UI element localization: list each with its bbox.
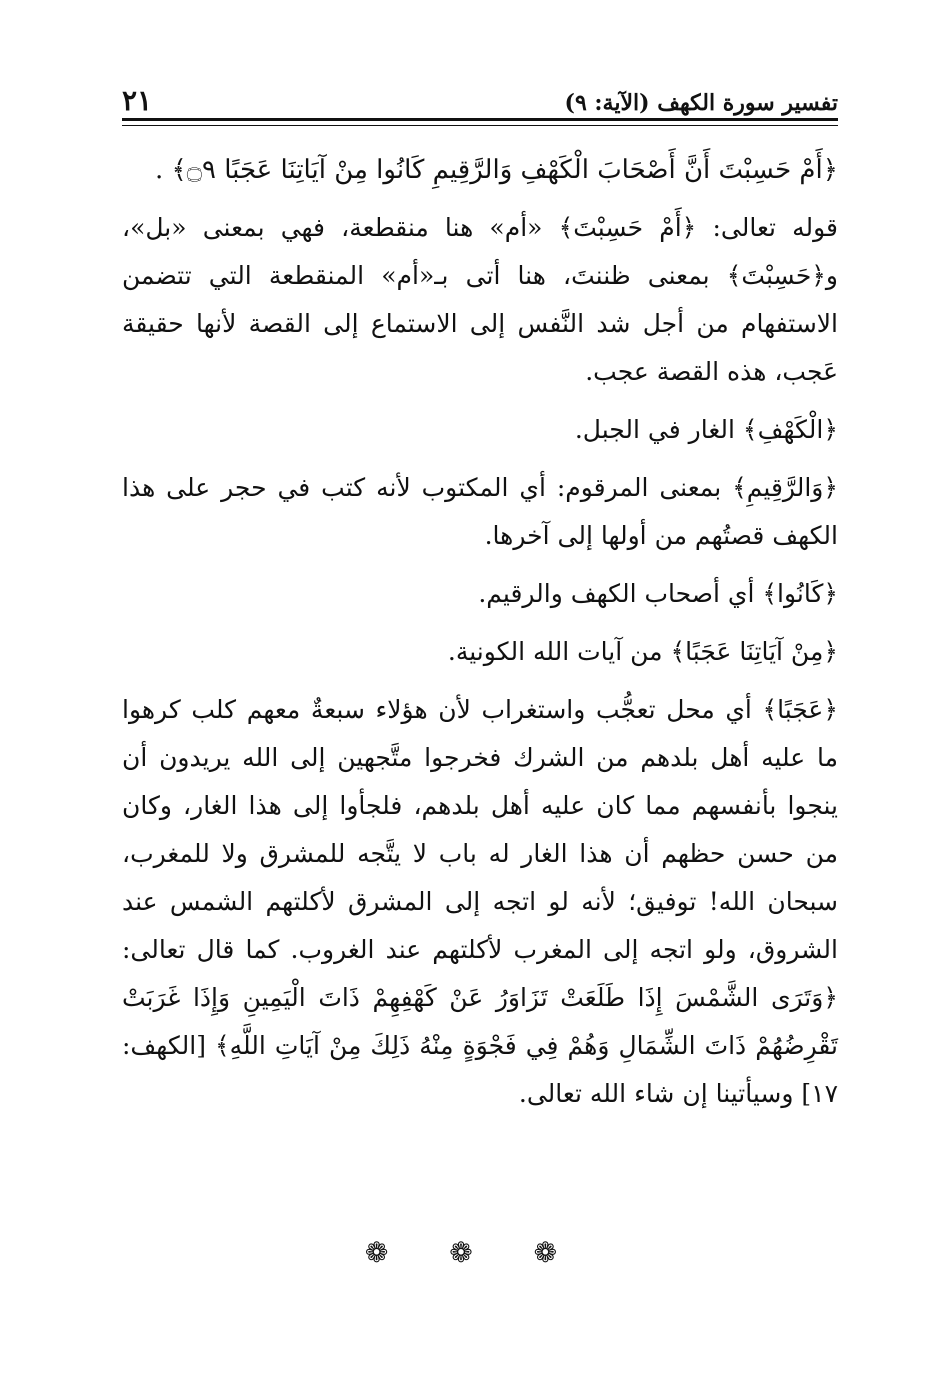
page-header: [122, 84, 838, 118]
page-number: ٢١: [122, 84, 153, 117]
paragraph-6: ﴿عَجَبًا﴾ أي محل تعجُّب واستغراب لأن هؤلاء سبعةٌ معهم كلب كرهوا ما عليه أهل بلدهم من الشرك فخرجوا متَّجهين إلى الله يريدون أن ينجوا بأنفسهم مما كان عليه أهل بلدهم، فلجأوا إلى هذا الغار، وكان من حسن حظهم أن هذا الغار له باب لا يتَّجه للمشرق ولا للمغرب، سبحان الله! توفيق؛ لأنه لو اتجه إلى المشرق لأكلتهم الشمس عند الشروق، ولو اتجه إلى المغرب لأكلتهم عند الغروب. كما قال تعالى: ﴿وَتَرَى الشَّمْسَ إِذَا طَلَعَتْ تَزَاوَرُ عَنْ كَهْفِهِمْ ذَاتَ الْيَمِينِ وَإِذَا غَرَبَتْ تَقْرِضُهُمْ ذَاتَ الشِّمَالِ وَهُمْ فِي فَجْوَةٍ مِنْهُ ذَلِكَ مِنْ آيَاتِ اللَّهِ﴾ [الكهف: ١٧] وسيأتينا إن شاء الله تعالى.: [122, 695, 838, 1108]
quran-verse: [122, 146, 838, 194]
header-rule-thin: [122, 125, 838, 126]
paragraph-4: ﴿كَانُوا﴾ أي أصحاب الكهف والرقيم.: [478, 579, 838, 608]
paragraph-2: ﴿الْكَهْفِ﴾ الغار في الجبل.: [574, 415, 838, 444]
paragraph-1: قوله تعالى: ﴿أَمْ حَسِبْتَ﴾ «أم» هنا منقطعة، فهي بمعنى «بل»، و﴿حَسِبْتَ﴾ بمعنى ظننتَ، هنا أتى بـ«أم» المنقطعة التي تتضمن الاستفهام من أجل شد النَّفس إلى الاستماع إلى القصة لأنها حقيقة عَجب، هذه القصة عجب.: [122, 213, 838, 386]
body-text: [122, 146, 838, 1118]
header-rule-thick: [122, 118, 838, 121]
running-title: تفسير سورة الكهف (الآية: ٩): [564, 90, 838, 116]
verse-text: ﴿أَمْ حَسِبْتَ أَنَّ أَصْحَابَ الْكَهْفِ وَالرَّقِيمِ كَانُوا مِنْ آيَاتِنَا عَجَبًا ۝٩﴾ .: [154, 155, 838, 185]
paragraph-5: ﴿مِنْ آيَاتِنَا عَجَبًا﴾ من آيات الله الكونية.: [447, 637, 838, 666]
paragraph-3: ﴿وَالرَّقِيمِ﴾ بمعنى المرقوم: أي المكتوب لأنه كتب في حجر على هذا الكهف قصتُهم من أولها إلى آخرها.: [122, 473, 838, 550]
section-end-ornaments: ❁ ❁ ❁: [364, 1236, 584, 1269]
